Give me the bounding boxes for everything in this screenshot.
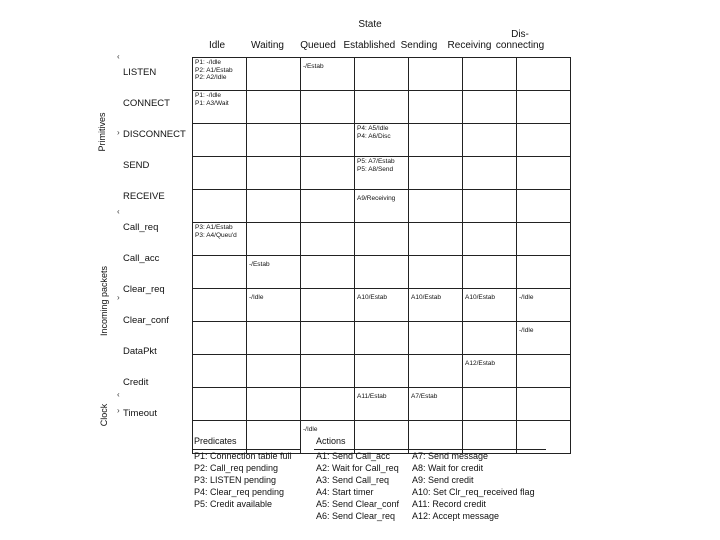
- legend-item: P1: Connection table full: [194, 451, 292, 461]
- legend-item: A11: Record credit: [412, 499, 486, 509]
- transition-cell: [409, 223, 463, 256]
- actions-list-1: [316, 450, 399, 522]
- transition-cell: [193, 355, 247, 388]
- transition-cell: [355, 91, 409, 124]
- transition-cell: [517, 190, 571, 223]
- transition-entry: P5: A7/Estab: [357, 158, 395, 165]
- transition-entry: P2: A1/Estab: [195, 66, 233, 74]
- transition-cell: [463, 322, 517, 355]
- legend-item: A9: Send credit: [412, 475, 474, 485]
- row-label: Call_acc: [123, 253, 160, 264]
- transition-entry: P2: A2/Idle: [195, 74, 227, 82]
- legend-item: A7: Send message: [412, 451, 489, 461]
- transition-entry: P1: -/Idle: [195, 92, 222, 99]
- transition-entry: P5: A8/Send: [357, 165, 394, 173]
- state-header: Established: [343, 40, 396, 51]
- transition-cell: [355, 124, 409, 157]
- legend-item: A12: Accept message: [412, 511, 500, 521]
- transition-entry: -/Idle: [249, 294, 264, 301]
- row-label: Call_req: [123, 222, 159, 233]
- group-label-incoming-packets: Incoming packets: [99, 265, 109, 337]
- transition-cell: [247, 256, 301, 289]
- transition-cell: [355, 289, 409, 322]
- table-row: [193, 190, 571, 223]
- transition-cell: [355, 223, 409, 256]
- transition-cell: [517, 322, 571, 355]
- state-header: Queued: [300, 40, 336, 51]
- bracket-mark: ›: [117, 406, 120, 415]
- transition-cell: [355, 157, 409, 190]
- transition-cell: [301, 223, 355, 256]
- row-label: Clear_req: [123, 284, 165, 295]
- transition-cell: [355, 322, 409, 355]
- table-row: [193, 388, 571, 421]
- row-label: DataPkt: [123, 346, 157, 357]
- transition-entry: A10/Estab: [357, 294, 387, 301]
- transition-cell: [409, 157, 463, 190]
- transition-cell: [463, 190, 517, 223]
- bracket-mark: ›: [117, 293, 120, 302]
- transition-cell: [517, 223, 571, 256]
- transition-cell: [463, 355, 517, 388]
- transition-cell: [193, 190, 247, 223]
- table-row: [193, 58, 571, 91]
- group-label-primitives: Primitives: [97, 112, 107, 152]
- group-label-clock: Clock: [99, 403, 109, 427]
- transition-cell: [247, 388, 301, 421]
- transition-cell: [247, 355, 301, 388]
- transition-cell: [301, 355, 355, 388]
- predicates-heading: Predicates: [194, 436, 237, 446]
- transition-entry: A10/Estab: [465, 294, 495, 301]
- transition-entry: -/Estab: [303, 63, 324, 70]
- transition-cell: [301, 124, 355, 157]
- transition-entry: -/Estab: [249, 261, 270, 268]
- transition-cell: [193, 289, 247, 322]
- transition-entry: A9/Receiving: [357, 195, 396, 202]
- actions-list-2: [412, 450, 535, 522]
- transition-cell: [193, 58, 247, 91]
- transition-cell: [409, 289, 463, 322]
- transition-cell: [409, 190, 463, 223]
- transition-cell: [409, 58, 463, 91]
- table-row: [193, 223, 571, 256]
- transition-cell: [193, 388, 247, 421]
- transition-cell: [409, 91, 463, 124]
- actions-heading: Actions: [316, 436, 346, 446]
- table-row: [193, 157, 571, 190]
- state-header-line: Dis-: [511, 29, 529, 40]
- table-row: [193, 124, 571, 157]
- legend-item: A5: Send Clear_conf: [316, 499, 400, 509]
- table-row: [193, 289, 571, 322]
- transition-cell: [301, 157, 355, 190]
- legend-item: P5: Credit available: [194, 499, 273, 509]
- transition-cell: [193, 256, 247, 289]
- transition-entry: P1: A3/Wait: [195, 99, 229, 107]
- bracket-mark: ‹: [117, 390, 120, 399]
- row-label: CONNECT: [123, 98, 170, 109]
- row-label: SEND: [123, 160, 150, 171]
- transition-cell: [247, 190, 301, 223]
- transition-cell: [301, 322, 355, 355]
- transition-cell: [193, 223, 247, 256]
- row-label: RECEIVE: [123, 191, 165, 202]
- transition-cell: [517, 388, 571, 421]
- transition-cell: [517, 355, 571, 388]
- transition-cell: [301, 289, 355, 322]
- row-label: DISCONNECT: [123, 129, 186, 140]
- state-header: Waiting: [251, 40, 284, 51]
- transition-cell: [517, 124, 571, 157]
- transition-cell: [463, 91, 517, 124]
- transition-cell: [517, 289, 571, 322]
- table-row: [193, 256, 571, 289]
- transition-cell: [517, 256, 571, 289]
- row-label: Credit: [123, 377, 149, 388]
- transition-cell: [463, 223, 517, 256]
- transition-cell: [355, 355, 409, 388]
- state-axis-title: State: [358, 19, 382, 30]
- transition-cell: [247, 58, 301, 91]
- state-header: Idle: [208, 40, 226, 51]
- transition-cell: [463, 289, 517, 322]
- transition-cell: [301, 58, 355, 91]
- transition-cell: [247, 91, 301, 124]
- state-header: [495, 29, 545, 51]
- transition-cell: [409, 355, 463, 388]
- transition-cell: [463, 157, 517, 190]
- transition-cell: [247, 157, 301, 190]
- transition-cell: [409, 124, 463, 157]
- transition-cell: [301, 91, 355, 124]
- bracket-mark: ‹: [117, 52, 120, 61]
- state-transition-table: [192, 57, 571, 454]
- transition-entry: P3: A1/Estab: [195, 224, 233, 231]
- transition-cell: [409, 322, 463, 355]
- transition-cell: [463, 58, 517, 91]
- legend-item: P2: Call_req pending: [194, 463, 279, 473]
- transition-cell: [247, 322, 301, 355]
- transition-entry: A7/Estab: [411, 393, 438, 400]
- transition-cell: [247, 223, 301, 256]
- bracket-mark: ›: [117, 128, 120, 137]
- bracket-mark: ‹: [117, 207, 120, 216]
- legend-item: A1: Send Call_acc: [316, 451, 391, 461]
- predicates-list: [194, 450, 292, 510]
- transition-cell: [355, 256, 409, 289]
- transition-cell: [463, 256, 517, 289]
- legend-item: P4: Clear_req pending: [194, 487, 285, 497]
- state-header: Sending: [400, 40, 438, 51]
- transition-cell: [355, 58, 409, 91]
- row-label: Timeout: [123, 408, 157, 419]
- transition-cell: [517, 157, 571, 190]
- legend-item: A10: Set Clr_req_received flag: [412, 487, 535, 497]
- transition-entry: P1: -/Idle: [195, 59, 222, 66]
- transition-cell: [409, 256, 463, 289]
- transition-cell: [193, 157, 247, 190]
- transition-entry: A12/Estab: [465, 360, 495, 367]
- transition-cell: [517, 58, 571, 91]
- legend-item: A2: Wait for Call_req: [316, 463, 399, 473]
- transition-entry: P3: A4/Queu'd: [195, 231, 237, 239]
- transition-cell: [301, 190, 355, 223]
- state-header: Receiving: [447, 40, 492, 51]
- transition-cell: [463, 388, 517, 421]
- transition-cell: [247, 124, 301, 157]
- transition-entry: -/Idle: [303, 426, 318, 433]
- legend-item: A4: Start timer: [316, 487, 374, 497]
- transition-entry: A11/Estab: [357, 393, 387, 400]
- transition-entry: P4: A6/Disc: [357, 132, 391, 140]
- transition-entry: P4: A5/Idle: [357, 125, 389, 132]
- legend-item: A6: Send Clear_req: [316, 511, 396, 521]
- transition-cell: [301, 388, 355, 421]
- transition-cell: [193, 91, 247, 124]
- legend-item: A3: Send Call_req: [316, 475, 390, 485]
- transition-cell: [463, 124, 517, 157]
- table-row: [193, 91, 571, 124]
- transition-cell: [301, 256, 355, 289]
- transition-entry: A10/Estab: [411, 294, 441, 301]
- transition-cell: [517, 91, 571, 124]
- transition-cell: [193, 124, 247, 157]
- table-row: [193, 355, 571, 388]
- transition-cell: [193, 322, 247, 355]
- state-header-line: connecting: [495, 40, 545, 51]
- row-label: LISTEN: [123, 67, 157, 78]
- transition-cell: [355, 190, 409, 223]
- legend-item: A8: Wait for credit: [412, 463, 484, 473]
- row-label: Clear_conf: [123, 315, 169, 326]
- transition-cell: [247, 289, 301, 322]
- table-row: [193, 322, 571, 355]
- transition-cell: [355, 388, 409, 421]
- transition-entry: -/Idle: [519, 327, 534, 334]
- legend-item: P3: LISTEN pending: [194, 475, 277, 485]
- transition-entry: -/Idle: [519, 294, 534, 301]
- transition-cell: [409, 388, 463, 421]
